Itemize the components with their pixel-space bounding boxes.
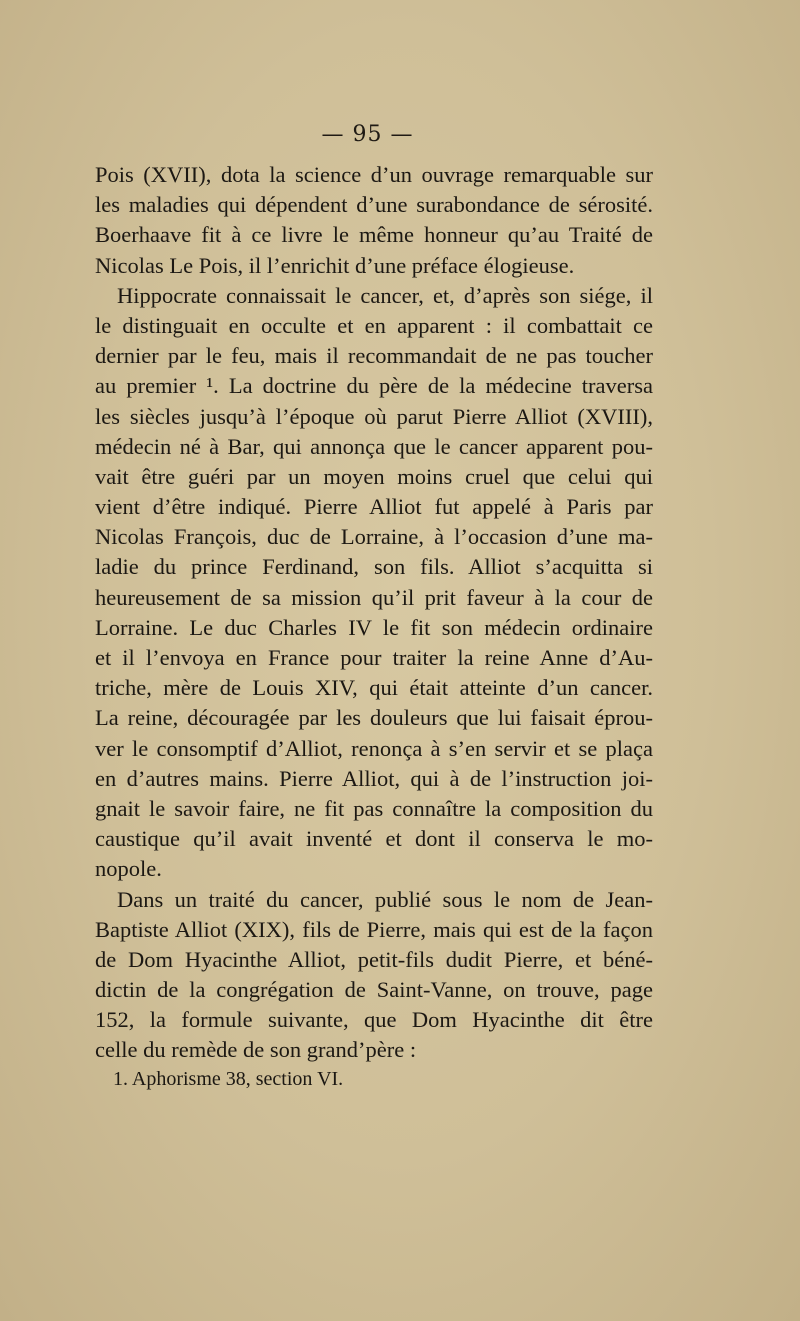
text-line: triche, mère de Louis XIV, qui était atteinte d’un cancer. [95, 675, 653, 701]
text-line: Baptiste Alliot (XIX), fils de Pierre, mais qui est de la façon [95, 916, 653, 942]
text-line: Nicolas Le Pois, il l’enrichit d’une préface élogieuse. [95, 252, 575, 278]
text-line: nopole. [95, 856, 162, 882]
text-line: vait être guéri par un moyen moins cruel que celui qui [95, 463, 653, 489]
text-line: Dans un traité du cancer, publié sous le nom de Jean- [117, 886, 653, 912]
text-line: Lorraine. Le duc Charles IV le fit son médecin ordinaire [95, 614, 653, 640]
text-line: au premier ¹. La doctrine du père de la médecine traversa [95, 373, 653, 399]
text-line: celle du remède de son grand’père : [95, 1037, 417, 1063]
text-line: 152, la formule suivante, que Dom Hyacinthe dit être [95, 1007, 653, 1033]
footnote: 1. Aphorisme 38, section VI. [113, 1068, 344, 1090]
text-line: gnait le savoir faire, ne fit pas connaître la composition du [95, 795, 653, 821]
text-line: le distinguait en occulte et en apparent : il combattait ce [95, 312, 653, 338]
page-number: — 95 — [321, 122, 414, 147]
text-line: Boerhaave fit à ce livre le même honneur qu’au Traité de [95, 222, 653, 248]
text-line: et il l’envoya en France pour traiter la reine Anne d’Au- [95, 645, 653, 670]
text-line: ladie du prince Ferdinand, son fils. Alliot s’acquitta si [95, 554, 653, 580]
text-line: dictin de la congrégation de Saint-Vanne, on trouve, page [95, 977, 653, 1003]
text-line: Hippocrate connaissait le cancer, et, d’après son siége, il [117, 282, 653, 308]
text-line: vient d’être indiqué. Pierre Alliot fut appelé à Paris par [95, 494, 653, 520]
text-line: dernier par le feu, mais il recommandait de ne pas toucher [95, 343, 653, 369]
text-line: de Dom Hyacinthe Alliot, petit-fils dudit Pierre, et béné- [95, 946, 653, 972]
body-text [95, 160, 653, 1066]
text-line: ver le consomptif d’Alliot, renonça à s’en servir et se plaça [95, 735, 653, 761]
text-line: La reine, découragée par les douleurs que lui faisait éprou- [95, 705, 653, 731]
text-line: les siècles jusqu’à l’époque où parut Pierre Alliot (XVIII), [95, 403, 653, 429]
text-line: Nicolas François, duc de Lorraine, à l’occasion d’une ma- [95, 524, 653, 550]
text-line: médecin né à Bar, qui annonça que le cancer apparent pou- [95, 433, 653, 459]
text-line: Pois (XVII), dota la science d’un ouvrage remarquable sur [95, 162, 653, 187]
text-line: caustique qu’il avait inventé et dont il conserva le mo- [95, 826, 653, 852]
text-line: les maladies qui dépendent d’une surabondance de sérosité. [95, 192, 653, 218]
text-line: heureusement de sa mission qu’il prit faveur à la cour de [95, 584, 653, 610]
text-line: en d’autres mains. Pierre Alliot, qui à de l’instruction joi- [95, 765, 653, 791]
